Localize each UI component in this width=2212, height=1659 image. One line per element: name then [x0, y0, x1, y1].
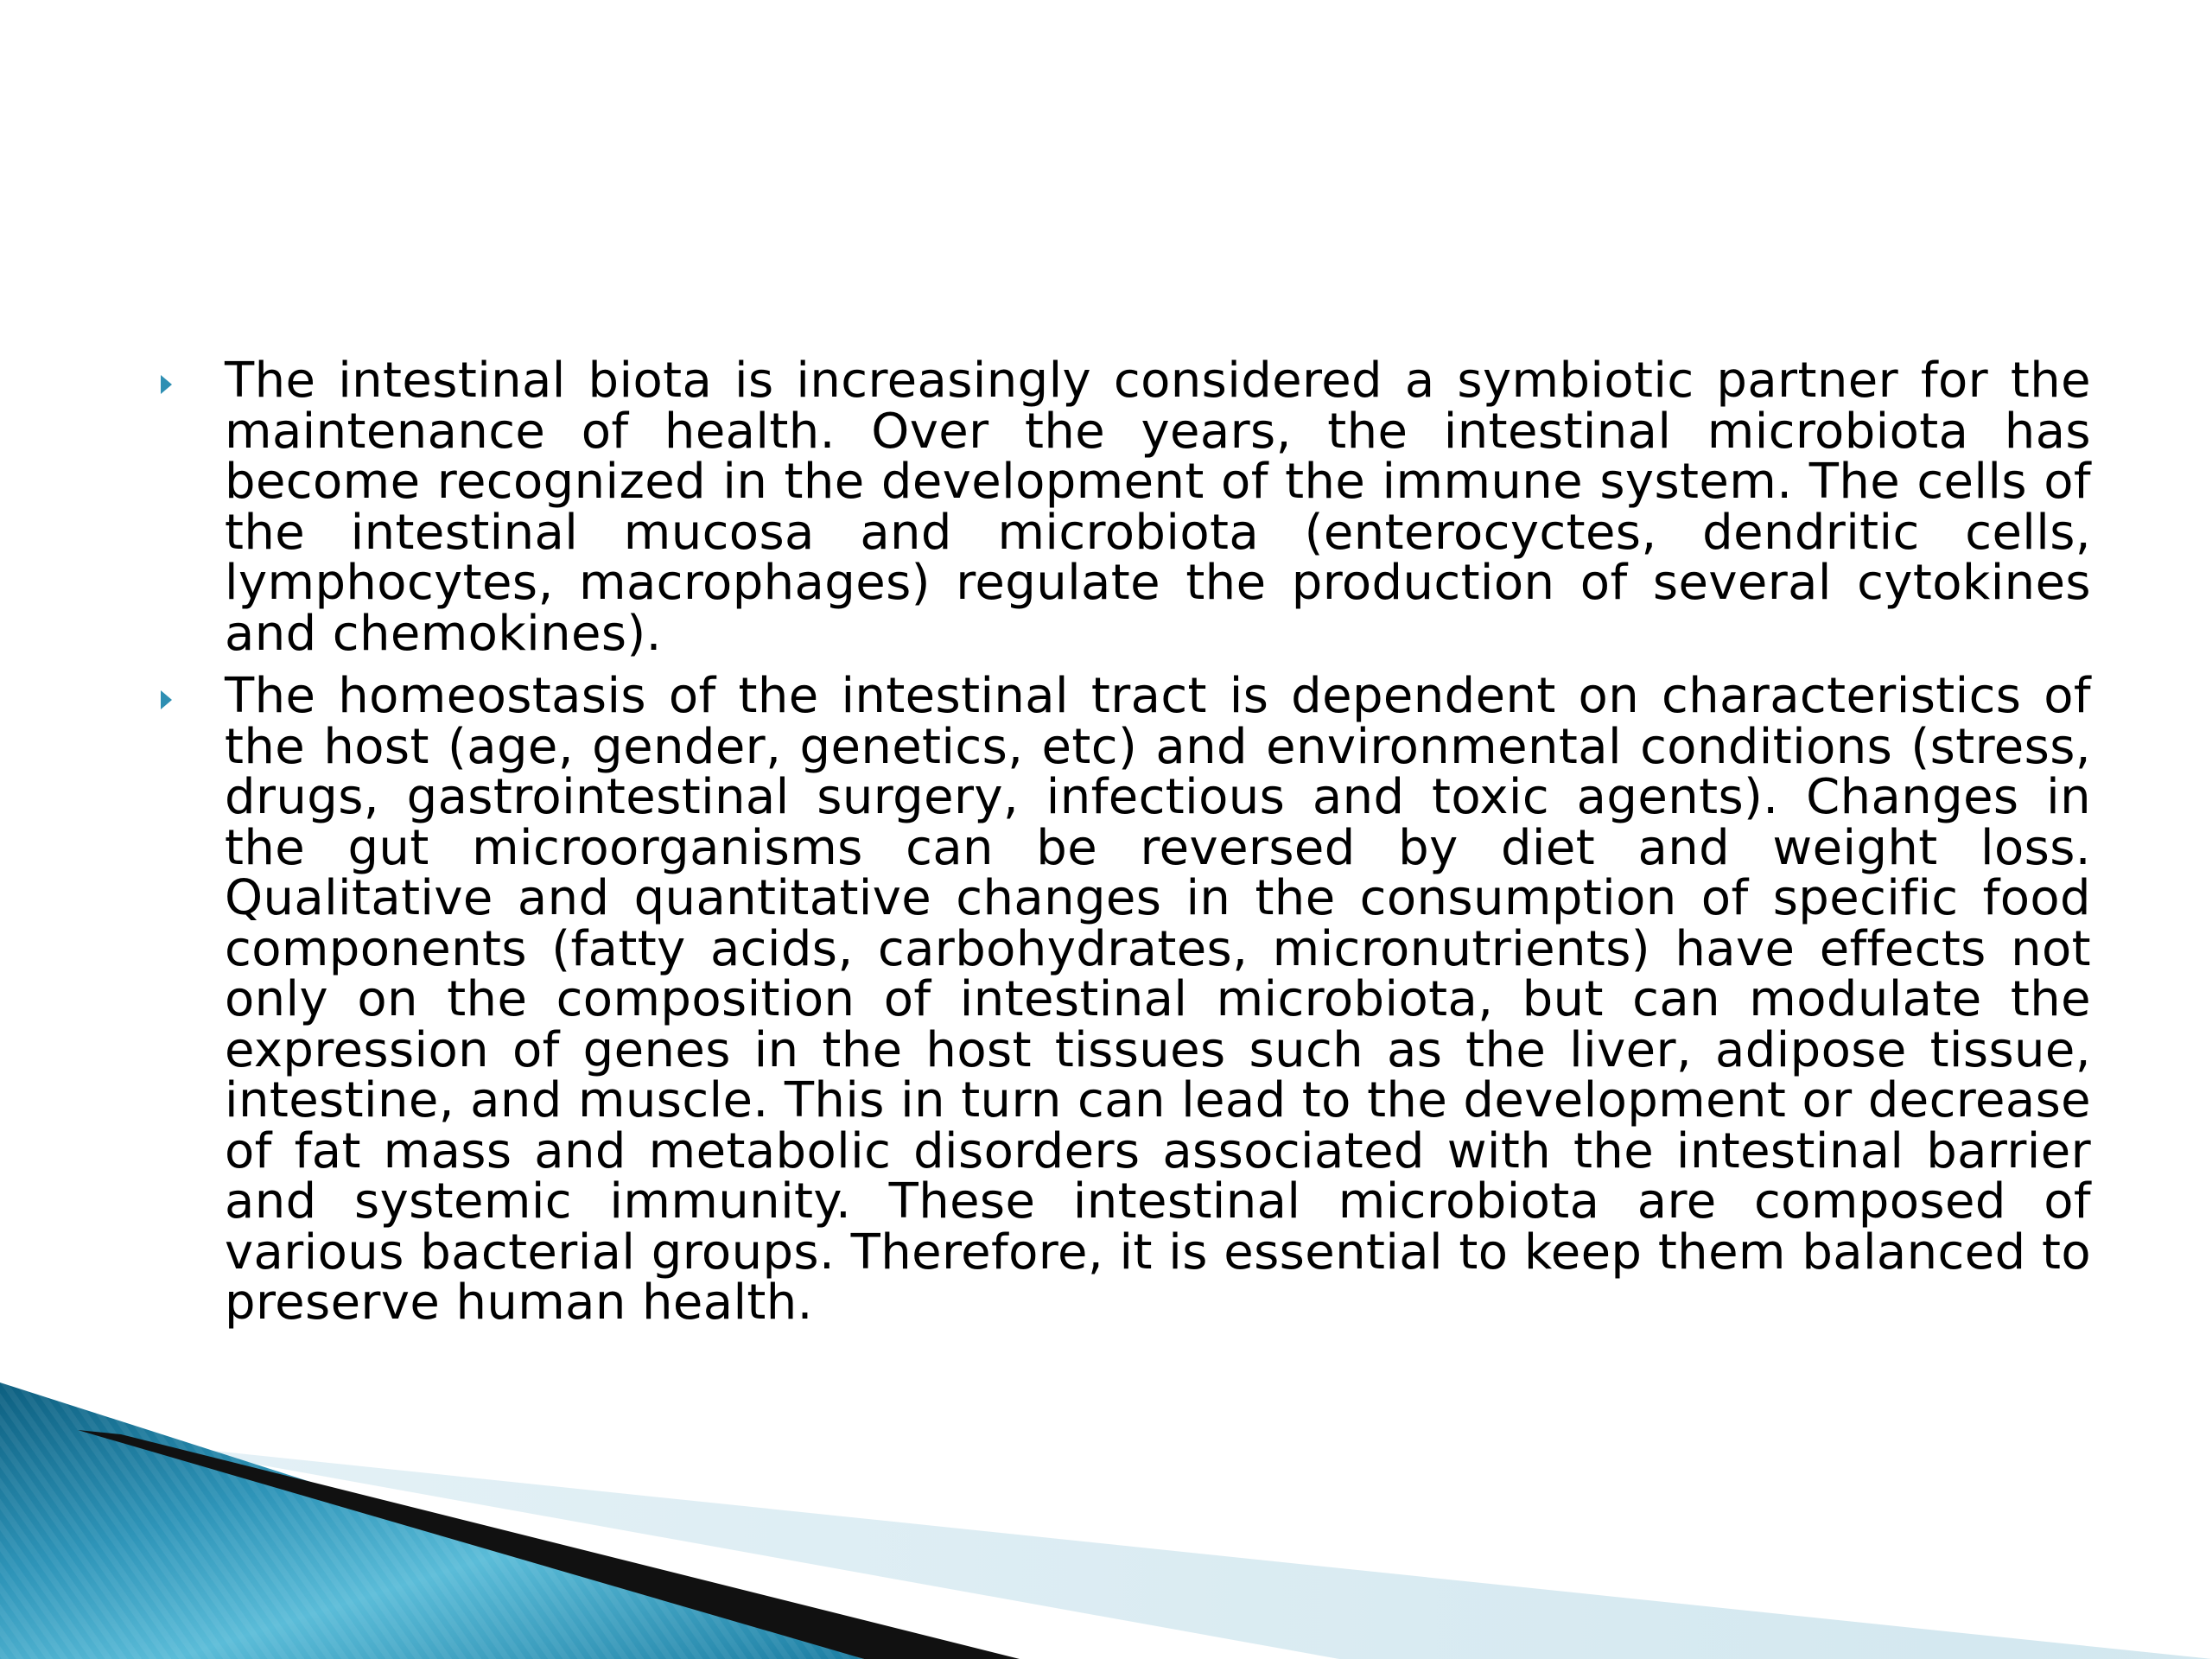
- triangle-bullet-icon: [161, 375, 172, 394]
- bullet-item-1: [156, 353, 2091, 662]
- bullet-text: The homeostasis of the intestinal tract is dependent on characteristics of the host (age, gender, genetics, etc) and environmental conditions (stress, drugs, gastrointestinal surgery, infectious and toxic agents). Changes in the gut microorganisms can be reversed by diet and weight loss. Qualitative and quantitative changes in the consumption of specific food components (fatty acids, carbohydrates, micronutrients) have effects not only on the composition of intestinal microbiota, but can modulate the expression of genes in the host tissues such as the liver, adipose tissue, intestine, and muscle. This in turn can lead to the development or decrease of fat mass and metabolic disorders associated with the intestinal barrier and systemic immunity. These intestinal microbiota are composed of various bacterial groups. Therefore, it is essential to keep them balanced to preserve human health.: [225, 668, 2091, 1331]
- triangle-bullet-icon: [161, 690, 172, 709]
- bullet-text: The intestinal biota is increasingly considered a symbiotic partner for the maintenance of health. Over the years, the intestinal microbiota has become recognized in the development of the immune system. The cells of the intestinal mucosa and microbiota (enterocyctes, dendritic cells, lymphocytes, macrophages) regulate the production of several cytokines and chemokines).: [225, 353, 2091, 662]
- bullet-item-2: [156, 668, 2091, 1331]
- bottom-wave-decoration: [0, 1382, 2212, 1659]
- slide-body: [156, 353, 2091, 1341]
